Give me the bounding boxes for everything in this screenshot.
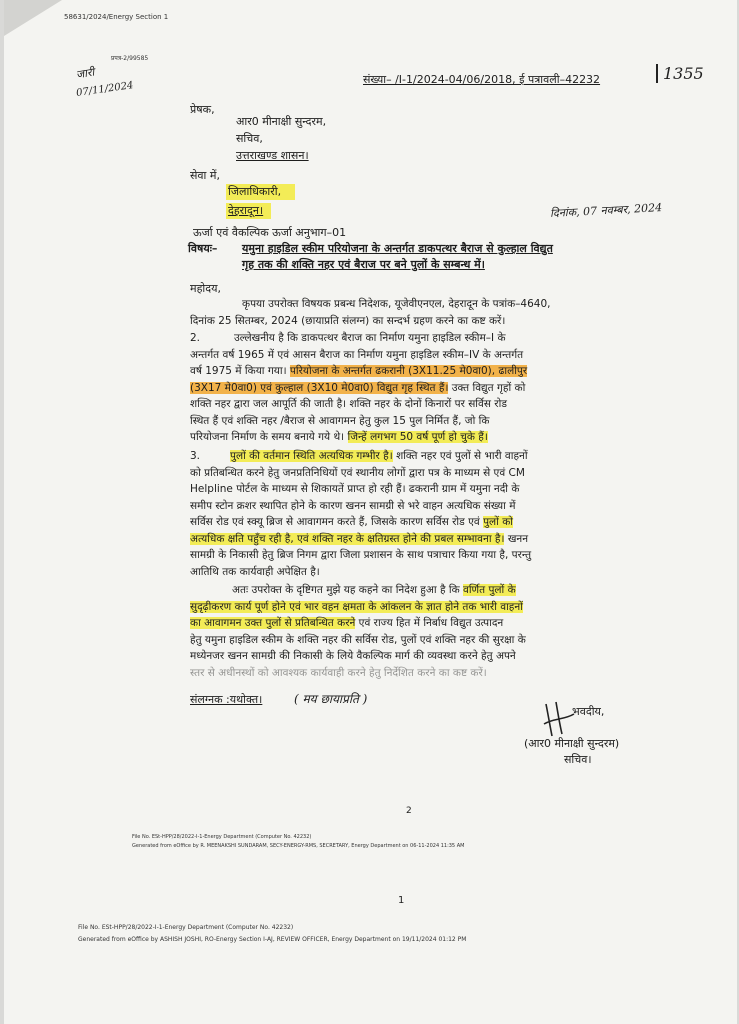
para3-highlight-condition: पुलों की वर्तमान स्थिति अत्यधिक गम्भीर है। [230, 450, 393, 462]
para2-line-6: स्थित हैं एवं शक्ति नहर /बैराज से आवागमन हेतु कुल 15 पुल निर्मित हैं, जो कि [190, 414, 490, 427]
para3-line-6b: खनन [507, 532, 529, 545]
handwritten-number: 1355 [656, 64, 704, 83]
signatory-name: (आर0 मीनाक्षी सुन्दरम) [524, 737, 620, 750]
para3-highlight-damage: अत्यधिक क्षति पहुँच रही है, एवं शक्ति नहर के क्षतिग्रस्त होने की प्रबल सम्भावना है। [190, 532, 505, 545]
outer-generated-line: Generated from eOffice by ASHISH JOSHI, RO-Energy Section I-AJ, REVIEW OFFICER, Energy Department on 19/11/2024 01:12 PM [78, 936, 467, 943]
sender-office: उत्तराखण्ड शासन। [236, 149, 309, 162]
para4-line-4: हेतु यमुना हाइडिल स्कीम के शक्ति नहर की सर्विस रोड, पुलों एवं शक्ति नहर की सुरक्षा के [190, 633, 526, 646]
issue-stamp-word: जारी [75, 65, 96, 82]
inner-file-line: File No. ESt-HPP/28/2022-I-1-Energy Department (Computer No. 42232) [132, 834, 312, 840]
file-ref: 58631/2024/Energy Section 1 [64, 13, 169, 21]
para3-line-4: समीप स्टोन क्रशर स्थापित होने के कारण खनन सामग्री से भरे वाहन अत्यधिक संख्या में [190, 499, 516, 512]
para4-highlight-1: वर्णित पुलों के [462, 584, 516, 596]
signatory-designation: सचिव। [564, 753, 592, 766]
sender-name: आर0 मीनाक्षी सुन्दरम, [236, 115, 327, 128]
para2-highlight-projects: परियोजना के अन्तर्गत ढकरानी (3X11.25 मे0वा0), ढालीपुर [289, 365, 528, 377]
para2-line-3a: वर्ष 1975 में किया गया। [190, 365, 287, 377]
paragraph-4 [190, 582, 526, 681]
subject-line-1: यमुना हाइडिल स्कीम परियोजना के अन्तर्गत डाकपत्थर बैराज से कुल्हाल विद्युत [242, 242, 553, 255]
para1-line-2: दिनांक 25 सितम्बर, 2024 (छायाप्रति संलग्न) का सन्दर्भ ग्रहण करने का कष्ट करें। [190, 314, 506, 327]
enclosure-handwritten: ( मय छायाप्रति ) [294, 692, 368, 706]
subject-label: विषयः– [188, 242, 218, 255]
para4-highlight-2: सुदृढ़ीकरण कार्य पूर्ण होने एवं भार वहन क्षमता के आंकलन के ज्ञात होने तक भारी वाहनों [190, 600, 523, 613]
para4-line-5: मध्येनजर खनन सामग्री की निकासी के लिये वैकल्पिक मार्ग की व्यवस्था करने हेतु अपने [190, 650, 516, 662]
enclosure-label: संलग्नक :यथोक्त। [190, 693, 263, 706]
para4-line-6: स्तर से अधीनस्थों को आवश्यक कार्यवाही करने हेतु निर्देशित करने का कष्ट करें। [190, 666, 487, 679]
para3-line-7: सामग्री के निकासी हेतु ब्रिज निगम द्वारा जिला प्रशासन के साथ पत्राचार किया गया है, परन्तु [190, 549, 532, 561]
para4-line-1a: अतः उपरोक्त के दृष्टिगत मुझे यह कहने का निदेश हुआ है कि [232, 584, 460, 596]
closing: भवदीय, [572, 705, 605, 718]
sender-designation: सचिव, [236, 132, 263, 145]
para2-line-4b: उक्त विद्युत गृहों को [451, 381, 526, 394]
outer-page-number: 1 [398, 895, 405, 906]
para2-line-5: शक्ति नहर द्वारा जल आपूर्ति की जाती है। शक्ति नहर के दोनों किनारों पर सर्विस रोड [190, 398, 507, 410]
inner-generated-line: Generated from eOffice by R. MEENAKSHI SUNDARAM, SECY-ENERGY-RMS, SECRETARY, Energy Department on 06-11-2024 11:35 AM [132, 843, 465, 849]
paragraph-3 [190, 448, 531, 580]
date-handwritten: दिनांक, 07 नवम्बर, 2024 [549, 201, 663, 220]
page-fold-shadow [4, 0, 64, 40]
para2-highlight-age: जिन्हें लगभग 50 वर्ष पूर्ण हो चुके हैं। [347, 431, 488, 443]
para2-number: 2. [190, 332, 201, 344]
issue-stamp-date: 07/11/2024 [75, 80, 135, 99]
para3-line-8: आतिथि तक कार्यवाही अपेक्षित है। [190, 565, 320, 578]
para3-line-2: को प्रतिबन्धित करने हेतु जनप्रतिनिधियों एवं स्थानीय लोगों द्वारा पत्र के माध्यम से एवं CM [190, 466, 525, 479]
para4-highlight-3: का आवागमन उक्त पुलों से प्रतिबन्धित करने [190, 617, 356, 629]
para2-line-7a: परियोजना निर्माण के समय बनाये गये थे। [190, 431, 345, 443]
para2-line-2: अन्तर्गत वर्ष 1965 में एवं आसन बैराज का निर्माण यमुना हाइडिल स्कीम–IV के अन्तर्गत [190, 348, 524, 361]
para4-line-3b: एवं राज्य हित में निर्बाध विद्युत उत्पादन [358, 617, 504, 629]
paragraph-1 [190, 296, 550, 329]
para3-number: 3. [190, 450, 201, 462]
para3-highlight-bridges: पुलों को [483, 516, 514, 528]
recipient-place: देहरादून। [226, 203, 271, 219]
para3-line-3: Helpline पोर्टल के माध्यम से शिकायतें प्राप्त हो रही हैं। ढकरानी ग्राम में यमुना नदी के [190, 483, 520, 495]
letter-page [4, 0, 737, 1024]
para1-line-1: कृपया उपरोक्त विषयक प्रबन्ध निदेशक, यूजेवीएनएल, देहरादून के पत्रांक–4640, [242, 298, 551, 310]
para3-line-5a: सर्विस रोड एवं स्क्यू ब्रिज से आवागमन करते हैं, जिसके कारण सर्विस रोड एवं [190, 516, 480, 528]
letter-number: संख्या– /I-1/2024-04/06/2018, ई पत्रावली–42232 [363, 73, 601, 86]
para2-highlight-powerhouses: (3X17 मे0वा0) एवं कुल्हाल (3X10 मे0वा0) विद्युत गृह स्थित हैं। [190, 381, 449, 394]
outer-file-line: File No. ESt-HPP/28/2022-I-1-Energy Department (Computer No. 42232) [78, 924, 294, 931]
small-ref: प्रपत्र-2/99585 [111, 55, 149, 62]
recipient-label: सेवा में, [190, 169, 220, 182]
sender-label: प्रेषक, [190, 103, 215, 116]
para3-line-1b: शक्ति नहर एवं पुलों से भारी वाहनों [396, 450, 528, 462]
department-line: ऊर्जा एवं वैकल्पिक ऊर्जा अनुभाग–01 [193, 226, 347, 239]
inner-page-number: 2 [406, 806, 412, 816]
recipient-designation: जिलाधिकारी, [226, 184, 295, 200]
paragraph-2 [190, 330, 527, 446]
subject-line-2: गृह तक की शक्ति नहर एवं बैराज पर बने पुलों के सम्बन्ध में। [242, 258, 485, 271]
para2-line-1: उल्लेखनीय है कि डाकपत्थर बैराज का निर्माण यमुना हाइडिल स्कीम–I के [234, 332, 506, 344]
salutation: महोदय, [190, 282, 221, 295]
